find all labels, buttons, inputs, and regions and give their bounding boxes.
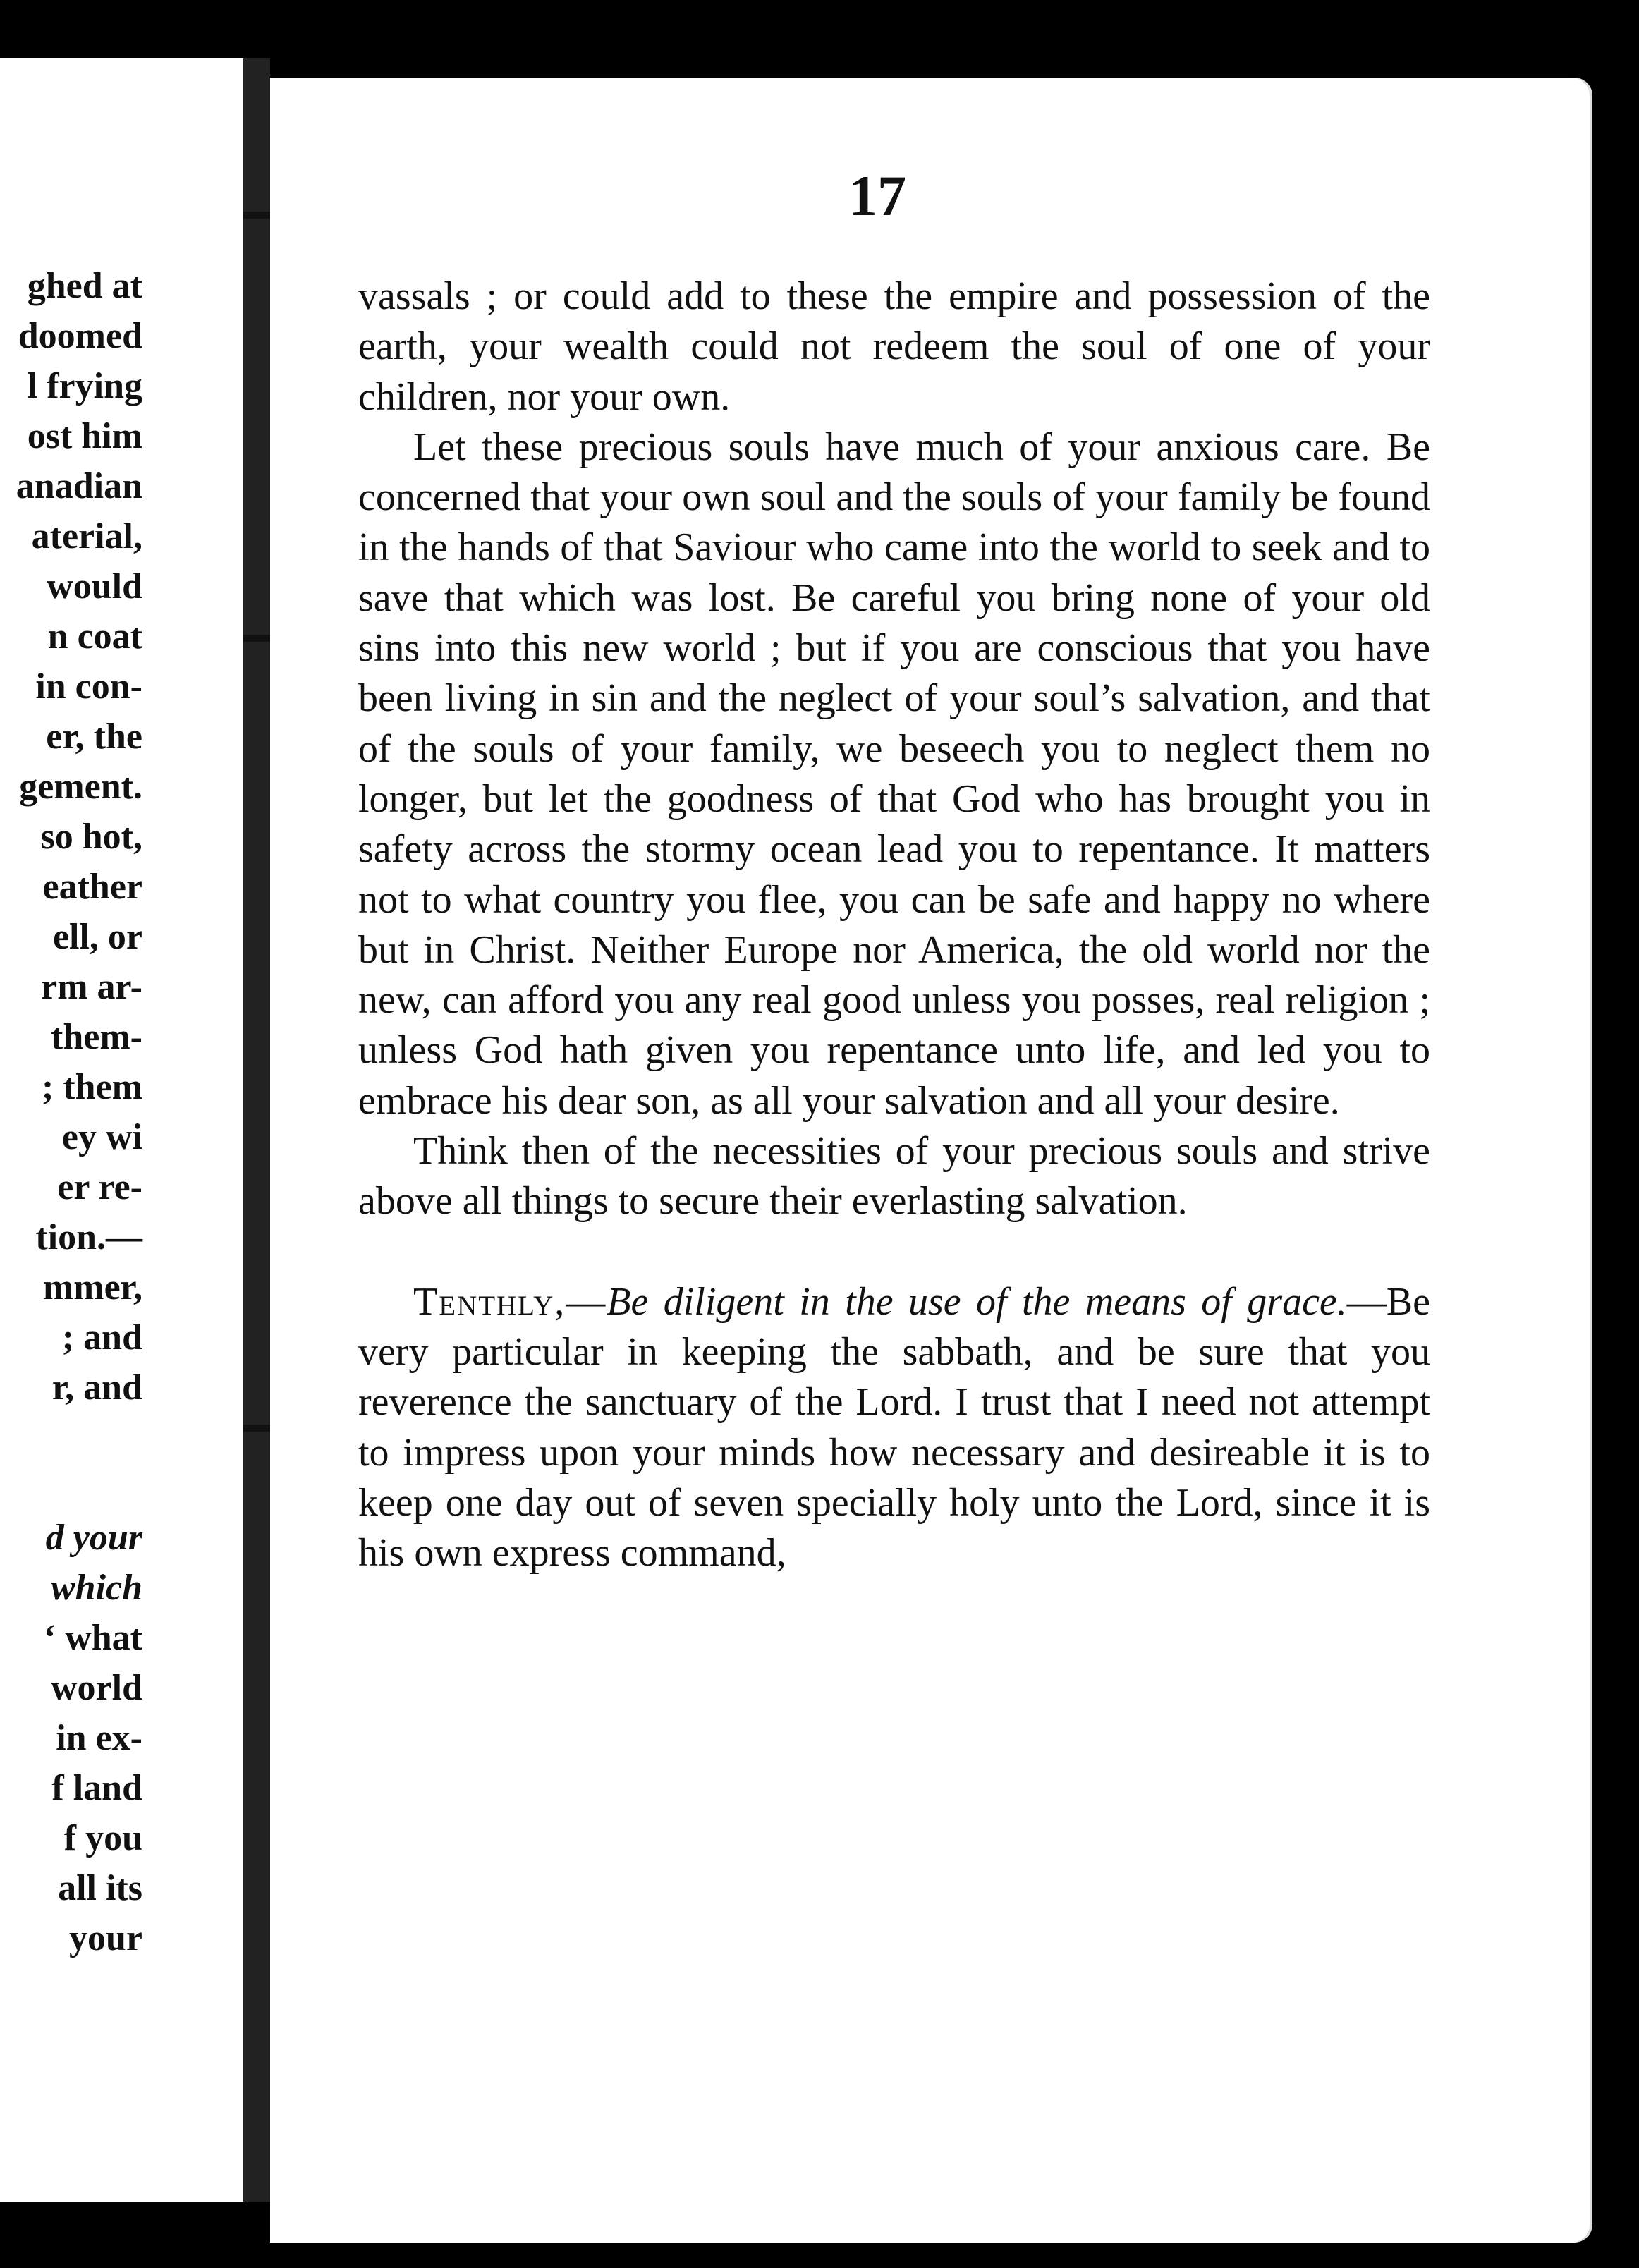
left-page-fragment-line: in ex-	[56, 1718, 142, 1758]
gutter-mark	[243, 212, 272, 219]
left-page-fragment-line: which	[50, 1568, 142, 1608]
left-page-fragment-line	[0, 1413, 240, 1463]
left-page-fragment-line: ost him	[27, 416, 142, 456]
left-page-fragment-line: ; and	[61, 1317, 142, 1358]
paragraph-3: Think then of the necessities of your precious souls and strive above all things to secure their everlasting salvation.	[358, 1129, 1430, 1224]
section-title-italic: Be diligent in the use of the means of grace.	[607, 1279, 1347, 1324]
paragraph-2: Let these precious souls have much of your anxious care. Be concerned that your own soul and the souls of your family be found in the hands of that Saviour who came into the world to seek and to save that which was lost. Be careful you bring none of your old sins into this new world ; but if you are conscious that you have been living in sin and the neglect of your soul’s salvation, and that of the souls of your family, we beseech you to neglect them no longer, but let the goodness of that God who has brought you in safety across the stormy ocean lead you to repentance. It matters not to what country you flee, you can be safe and happy no where but in Christ. Neither Europe nor America, the old world nor the new, can afford you any real good unless you posses, real religion ; unless God hath given you repentance unto life, and led you to embrace his dear son, as all your salvation and all your desire.	[358, 425, 1430, 1123]
left-page-fragment-line: ‘ what	[43, 1618, 142, 1658]
left-page-fragment-line: world	[51, 1668, 142, 1708]
left-page-fragment-line: n coat	[47, 616, 142, 657]
left-page-fragment-line: eather	[42, 867, 142, 907]
left-page-fragment-line: rm ar-	[41, 967, 142, 1007]
left-page-fragment-line	[0, 1463, 240, 1513]
left-page-fragment-line: all its	[58, 1868, 142, 1908]
left-page-fragment-line: r, and	[51, 1367, 142, 1408]
paragraph-4	[358, 1277, 1430, 1579]
gutter-mark	[243, 1425, 272, 1432]
left-page-fragment-line: ; them	[42, 1067, 142, 1107]
section-heading-tenthly: Tenthly,—	[413, 1279, 607, 1324]
left-page-fragment-line: would	[47, 566, 142, 606]
left-page-fragment-line: f you	[63, 1818, 142, 1858]
left-page-fragment-line: f land	[51, 1768, 142, 1808]
left-page-fragment-line: ey wi	[61, 1117, 142, 1157]
left-page-fragment-line: ell, or	[52, 917, 142, 957]
left-page-fragment-line: in con-	[35, 666, 142, 707]
left-page-fragment-line: gement.	[19, 767, 142, 807]
section-body: —Be very particular in keeping the sabbath, and be sure that you reverence the sanctuary of the Lord. I trust that I need not attempt to impress upon your minds how necessary and desireable it is to keep one day out of seven specially holy unto the Lord, since it is his own express command,	[358, 1279, 1430, 1575]
left-page-fragment-line: doomed	[18, 316, 142, 356]
left-page-fragment-line: anadian	[16, 466, 142, 506]
book-gutter	[243, 58, 270, 2202]
paragraph-1: vassals ; or could add to these the empire and possession of the earth, your wealth could not redeem the soul of one of your children, nor your own.	[358, 274, 1430, 419]
left-page-text-fragments	[0, 261, 240, 1963]
left-page-fragment-line: d your	[45, 1518, 142, 1558]
page-body-text	[358, 272, 1430, 1578]
left-page-fragment-line: your	[69, 1918, 142, 1958]
left-page-fragment-line: er, the	[46, 717, 142, 757]
left-page-fragment-line: ghed at	[27, 266, 142, 306]
left-page-fragment-line: er re-	[57, 1167, 142, 1207]
left-page-fragment-line: mmer,	[42, 1267, 142, 1307]
left-page-fragment-line: so hot,	[40, 817, 142, 857]
left-page-fragment-line: tion.—	[35, 1217, 142, 1257]
page-number: 17	[848, 164, 906, 228]
left-page-fragment-line: l frying	[27, 366, 142, 406]
left-page-fragment-line: them-	[51, 1017, 142, 1057]
gutter-mark	[243, 635, 272, 642]
left-page-fragment-line: aterial,	[31, 516, 142, 556]
